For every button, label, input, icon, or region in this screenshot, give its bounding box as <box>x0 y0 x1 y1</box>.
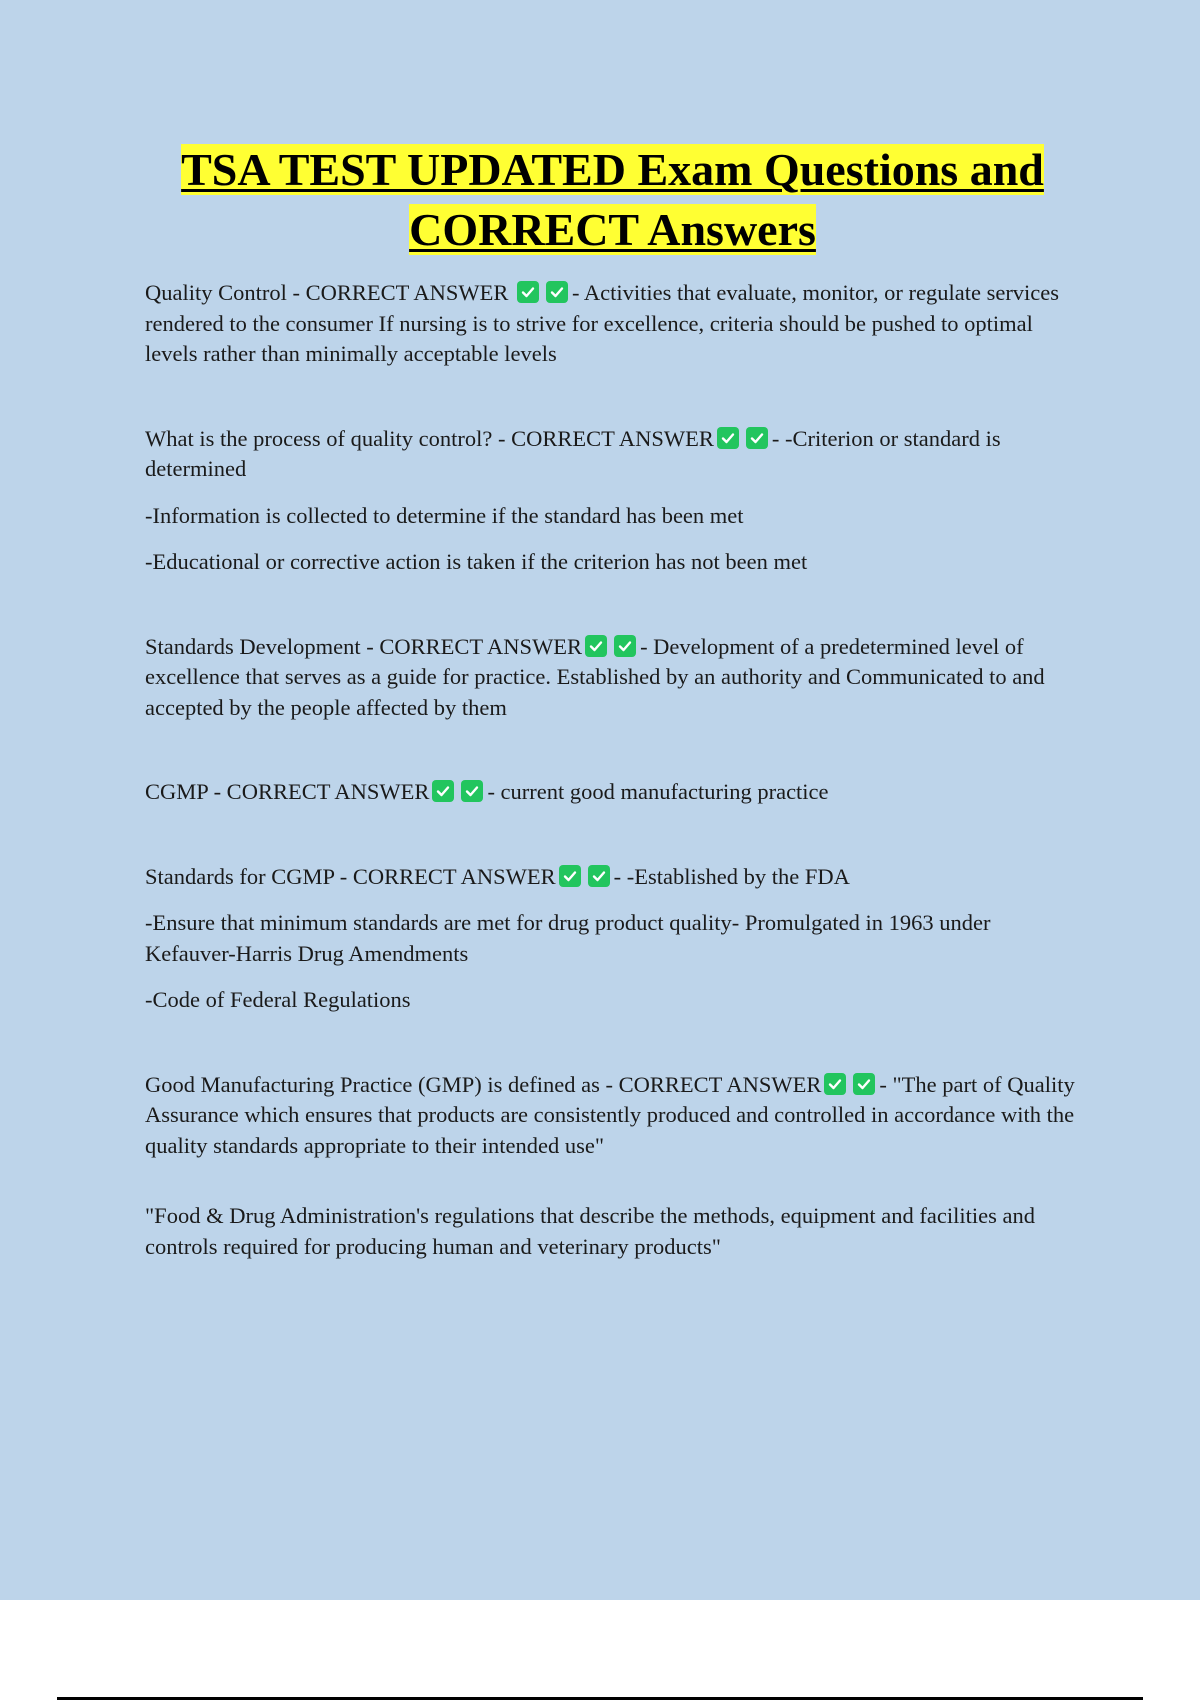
check-mark-icon <box>717 427 739 449</box>
check-mark-icon <box>461 780 483 802</box>
closing-paragraph <box>145 1201 1080 1262</box>
check-mark-icon <box>588 865 610 887</box>
check-mark-icon <box>614 635 636 657</box>
check-mark-icon <box>585 635 607 657</box>
closing-quote: "Food & Drug Administration's regulations that describe the methods, equipment and facilities and controls required for producing human and veterinary products" <box>145 1203 1035 1259</box>
question-term: What is the process of quality control? - CORRECT ANSWER <box>145 425 714 451</box>
check-mark-icon <box>853 1073 875 1095</box>
answer-line: -Educational or corrective action is taken if the criterion has not been met <box>145 549 808 574</box>
question-term: CGMP - CORRECT ANSWER <box>145 779 430 804</box>
answer-line: -Code of Federal Regulations <box>145 987 411 1012</box>
answer-line: -Ensure that minimum standards are met for drug product quality- Promulgated in 1963 under Kefauver-Harris Drug Amendments <box>145 910 991 966</box>
answer-text: - Activities that evaluate, monitor, or regulate services rendered to the consumer If nursing is to strive for excellence, criteria should be pushed to optimal levels rather than minimally acceptable levels <box>145 280 1060 366</box>
answer-text: - "The part of Quality Assurance which ensures that products are consistently produced and controlled in accordance with the quality standards appropriate to their intended use" <box>145 1071 1075 1158</box>
check-mark-icon <box>746 427 768 449</box>
qa-paragraph <box>145 862 1080 893</box>
title-line-1: TSA TEST UPDATED Exam Questions and <box>181 144 1044 195</box>
check-mark-icon <box>432 780 454 802</box>
question-term: Good Manufacturing Practice (GMP) is defined as - CORRECT ANSWER <box>145 1071 822 1097</box>
page-title <box>145 140 1080 260</box>
question-term: Quality Control - CORRECT ANSWER <box>145 280 509 305</box>
document-content <box>145 140 1080 1316</box>
answer-text: - -Criterion or standard is determined <box>145 425 1001 481</box>
answer-text: - current good manufacturing practice <box>487 779 829 804</box>
qa-paragraph <box>145 632 1080 724</box>
qa-entry <box>145 632 1080 724</box>
check-mark-icon <box>517 281 539 303</box>
answer-text: - -Established by the FDA <box>613 863 850 889</box>
answer-text: - Development of a predetermined level of excellence that serves as a guide for practice. Established by an authority and Communicated to and accepted by the people affected by them <box>145 633 1045 720</box>
qa-paragraph <box>145 424 1080 485</box>
qa-entry <box>145 424 1080 578</box>
qa-entry <box>145 777 1080 808</box>
check-mark-icon <box>546 281 568 303</box>
qa-paragraph <box>145 777 1080 808</box>
qa-paragraph <box>145 278 1080 370</box>
check-mark-icon <box>824 1073 846 1095</box>
qa-entry <box>145 862 1080 1016</box>
qa-entry <box>145 1070 1080 1162</box>
qa-entry <box>145 278 1080 370</box>
qa-paragraph <box>145 1070 1080 1162</box>
check-mark-icon <box>559 865 581 887</box>
answer-line: -Information is collected to determine if the standard has been met <box>145 502 744 528</box>
question-term: Standards Development - CORRECT ANSWER <box>145 633 583 659</box>
question-term: Standards for CGMP - CORRECT ANSWER <box>145 863 556 889</box>
title-line-2: CORRECT Answers <box>409 204 816 255</box>
